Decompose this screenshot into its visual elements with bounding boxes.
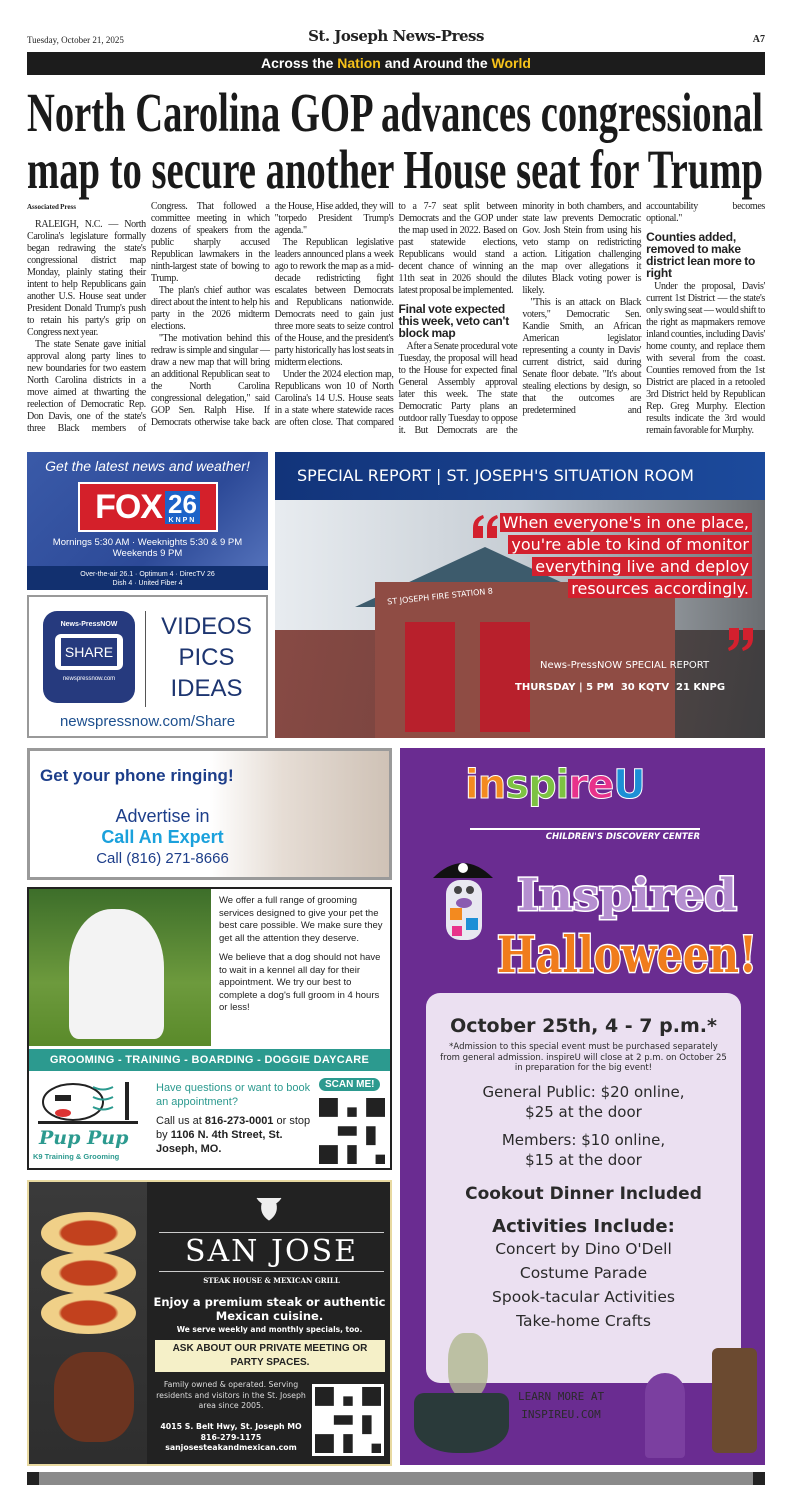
section-banner [27,52,765,75]
inspireu-ad[interactable] [400,748,765,1465]
steak-image [54,1352,134,1442]
activity-item: Spook-tacular Activities [492,1287,675,1306]
fox26-ad[interactable] [27,452,268,590]
station-logo-kqtv: 30 KQTV [620,682,670,693]
divider [145,611,146,707]
website-link[interactable]: INSPIREU.COM [521,1408,601,1421]
san-jose-ad[interactable] [27,1180,392,1466]
dog-fan-logo-icon [33,1077,148,1125]
report-time [515,682,725,693]
title-halloween: Halloween! [497,925,757,984]
ad-headline: Get your phone ringing! [40,766,234,785]
share-app-icon [43,611,135,703]
subheading: Counties added, removed to make district lean more to right [646,230,756,280]
activity-item: Take-home Crafts [516,1311,651,1330]
activities-title: Activities Include: [492,1215,675,1237]
byline: Associated Press [27,203,76,211]
fox-brand: FOX [95,487,162,526]
website-link[interactable]: sanjosesteakandmexican.com [165,1443,297,1452]
call-an-expert-ad[interactable] [27,748,392,880]
food-photo [29,1182,147,1464]
article-paragraph: The plan's chief author was direct about the intent to help his party in the 2026 midterm elections. [150,285,270,332]
fox-tagline: Get the latest news and weather! [45,458,250,474]
headline-line: North Carolina GOP advances congressional [27,82,763,143]
poodle-photo [29,889,211,1046]
pup-pup-sub: K9 Training & Grooming [33,1152,120,1161]
cookout-text: Cookout Dinner Included [465,1183,702,1204]
article-paragraph: "The motivation behind this redraw is simple and singular — draw a new map that will bring an additional Republican seat to the North Carolina congressional delegation," said GOP Sen. Ralph Hise. If Democrats otherwise take back the House, Hise added, they will "torpedo President Trump's agenda." [150,201,394,428]
fox-channel: 26 [167,488,197,519]
cat-costume-kid-icon [645,1373,685,1458]
station-logo-knpg: 21 KNPG [676,682,726,693]
page-footer-bar [27,1472,765,1485]
article-paragraph: RALEIGH, N.C. — North Carolina's legislature formally began redrawing the state's congressional district map Monday, plainly stating their intent to help Republicans gain another U.S. House seat under President Donald Trump's push to retain his party's grip on Congress next year. [27,219,146,338]
qr-code-icon[interactable] [319,1097,385,1165]
cauldron-steam-icon [448,1333,488,1398]
divider [470,828,700,830]
ad-paragraph: We believe that a dog should not have to wait in a kennel all day for their appointment. We try our best to complete a dog's full groom in 4 hours or less! [219,952,381,1013]
price: General Public: $20 online, [482,1082,685,1101]
fox-channels: Over-the-air 26.1 · Optimum 4 · DirecTV 26 [80,571,215,578]
inspireu-logo [465,762,645,808]
restaurant-sub: STEAK HOUSE & MEXICAN GRILL [203,1276,340,1285]
logo-part: U [613,762,645,808]
special-report-title: SPECIAL REPORT | ST. JOSEPH'S SITUATION ROOM [275,452,765,500]
specials-text: We serve weekly and monthly specials, too. [176,1325,363,1334]
pup-pup-ad[interactable] [27,887,392,1170]
title-inspired: Inspired [517,870,737,921]
share-word: PICS [178,644,235,671]
article-paragraph: The Republican legislative leaders announced plans a week ago to rework the map as a mid-decade redistricting fight escalates between Democrats and Republicans nationwide. Democrats need to gain just three more seats to seize control of the House, and the president's party historically has lost seats in midterm elections. [274,237,394,368]
ad-phone: Call (816) 271-8666 [96,850,229,867]
banner-text: and Around the [380,55,492,71]
article-body [27,201,765,437]
report-when: THURSDAY | 5 PM [515,682,614,693]
fox-times: Mornings 5:30 AM · Weeknights 5:30 & 9 PM [52,537,243,548]
frankenstein-kid-icon [712,1348,757,1453]
masthead: St. Joseph News-Press [308,27,484,45]
logo-part: spi [505,762,569,808]
scan-me-label: SCAN ME! [319,1078,380,1091]
phone-number[interactable]: 816-273-0001 [204,1115,274,1127]
station-sign: ST JOSEPH FIRE STATION 8 [386,586,494,607]
family-text: Family owned & operated. Serving residents and visitors in the St. Joseph area since 2005. [156,1380,306,1410]
cauldron-icon [414,1393,509,1453]
headline-line: map to secure another House seat for Trump [27,139,763,200]
qr-code-icon[interactable] [312,1384,384,1456]
banner-text: Across the [261,55,338,71]
page-number: A7 [752,34,765,45]
garage-door [405,622,455,732]
pup-pup-brand: Pup Pup [39,1127,129,1149]
fox26-logo [78,482,218,532]
pirate-mascot-icon [428,848,498,958]
ad-brand: Call An Expert [101,827,224,847]
taco-image [41,1212,136,1254]
tagline: CHILDREN'S DISCOVERY CENTER [545,832,700,842]
issue-date: Tuesday, October 21, 2025 [27,35,124,45]
fox-times: Weekends 9 PM [112,548,183,559]
footer-mark [753,1472,765,1485]
share-word: IDEAS [170,675,243,702]
phone-icon [55,634,123,670]
article-paragraph: The state Senate gave initial approval along party lines to new boundaries for two eastern North Carolina districts in a move aimed at thwarting the reelection of Democratic Rep. Don Davis, one of the state's three Black members of Congress. That followed a committee meeting in which dozens of speakers from the public sharply accused Republican lawmakers in the ninth-largest state of bowing to Trump. [27,201,270,434]
footer-mark [27,1472,39,1485]
phone-number[interactable]: 816-279-1175 [200,1432,262,1442]
event-date: October 25th, 4 - 7 p.m.* [450,1015,717,1037]
banner-highlight-nation: Nation [337,55,381,71]
poodle-image [69,909,164,1039]
logo-part: in [465,762,506,808]
services-band: GROOMING - TRAINING - BOARDING - DOGGIE DAYCARE [29,1049,390,1071]
special-report-ad[interactable] [275,452,765,738]
app-brand: News-PressNOW [60,621,118,628]
article-paragraph: Under the 2024 election map, Republicans won 10 of North Carolina's 14 U.S. House seats in a state where statewide races are often close. That compared to a 7-7 seat split between Democrats and the GOP under the map used in 2022. Based on past statewide elections, Republicans would stand a decent chance of winning an 11th seat in 2026 should the latest proposal be implemented. [274,201,518,428]
logo-part: re [568,762,614,808]
banner-highlight-world: World [491,55,531,71]
ad-headline: Enjoy a premium steak or authentic Mexican cuisine. [153,1295,386,1323]
price: $15 at the door [525,1150,642,1169]
close-quote-icon [727,628,755,652]
share-ad[interactable] [27,595,268,738]
private-spaces-banner: ASK ABOUT OUR PRIVATE MEETING OR PARTY SPACES. [155,1340,385,1372]
contact-info [156,1114,316,1156]
article-paragraph: After a Senate procedural vote Tuesday, the proposal will head to the House for expected final General Assembly approval later this week. The state Democratic Party plans an outdoor rally Tuesday to oppose it. But Democrats are the minority in both chambers, and state law prevents Democratic Gov. Josh Stein from using his veto stamp on redistricting action. Litigation challenging the map over allegations it dilutes Black voting power is likely. [398,201,642,436]
address: 1106 N. 4th Street, St. Joseph, MO. [156,1129,283,1155]
activity-item: Costume Parade [519,1263,648,1282]
ad-paragraph: We offer a full range of grooming services designed to give your pet the best care possible. We make sure they get all the attention they deserve. [219,895,383,944]
article-paragraph: Under the proposal, Davis' current 1st District — the state's only swing seat — would shift to the right as mapmakers remove inland counties, including Davis' home county, and replace them with several from the coast. Counties removed from the 1st District are placed in a retooled 3rd District held by Republican Rep. Greg Murphy. Election results indicate the 3rd would remain favorable for Murphy. [646,281,765,436]
share-word: VIDEOS [161,613,252,640]
event-title [495,860,760,990]
restaurant-name: SAN JOSE [159,1232,384,1272]
fox-channels: Dish 4 · United Fiber 4 [112,580,183,587]
ad-line: Advertise in [115,806,210,826]
report-brand: News-PressNOW SPECIAL REPORT [540,660,710,671]
activity-item: Concert by Dino O'Dell [495,1239,672,1258]
app-url: newspressnow.com [62,676,116,682]
taco-image [41,1292,136,1334]
price: Members: $10 online, [501,1130,666,1149]
garage-door [480,622,530,732]
event-card [426,993,741,1383]
ad-question: Have questions or want to book an appointment? [156,1082,311,1108]
address: 4015 S. Belt Hwy, St. Joseph MO [160,1422,302,1431]
price: $25 at the door [525,1102,642,1121]
learn-more[interactable] [518,1388,604,1424]
text: Call us at [156,1115,205,1127]
bull-icon [254,1194,284,1222]
taco-image [41,1252,136,1294]
app-label: SHARE [61,638,117,666]
headline [27,82,765,200]
fox-callsign: KNPN [168,516,197,524]
pull-quote: When everyone's in one place, you're able to kind of monitor everything live and deploy resources accordingly. [500,513,753,598]
share-link[interactable]: newspressnow.com/Share [59,713,236,730]
admission-note: *Admission to this special event must be purchased separately from general admission. inspireU will close at 2 p.m. on October 25 in preparation for the big event! [440,1042,727,1073]
headline-svg [27,82,765,200]
open-quote-icon [471,514,499,538]
text: or stop by [156,1115,311,1141]
article-paragraph: "This is an attack on Black voters," Democratic Sen. Kandie Smith, an African American legislator representing a county in Davis' current district, said during Senate floor debate. "It's about stealing elections by design, so that the outcomes are predetermined and accountability becomes optional." [522,201,765,416]
learn-more-text: LEARN MORE AT [518,1390,605,1403]
subheading: Final vote expected this week, veto can't block map [398,302,510,340]
